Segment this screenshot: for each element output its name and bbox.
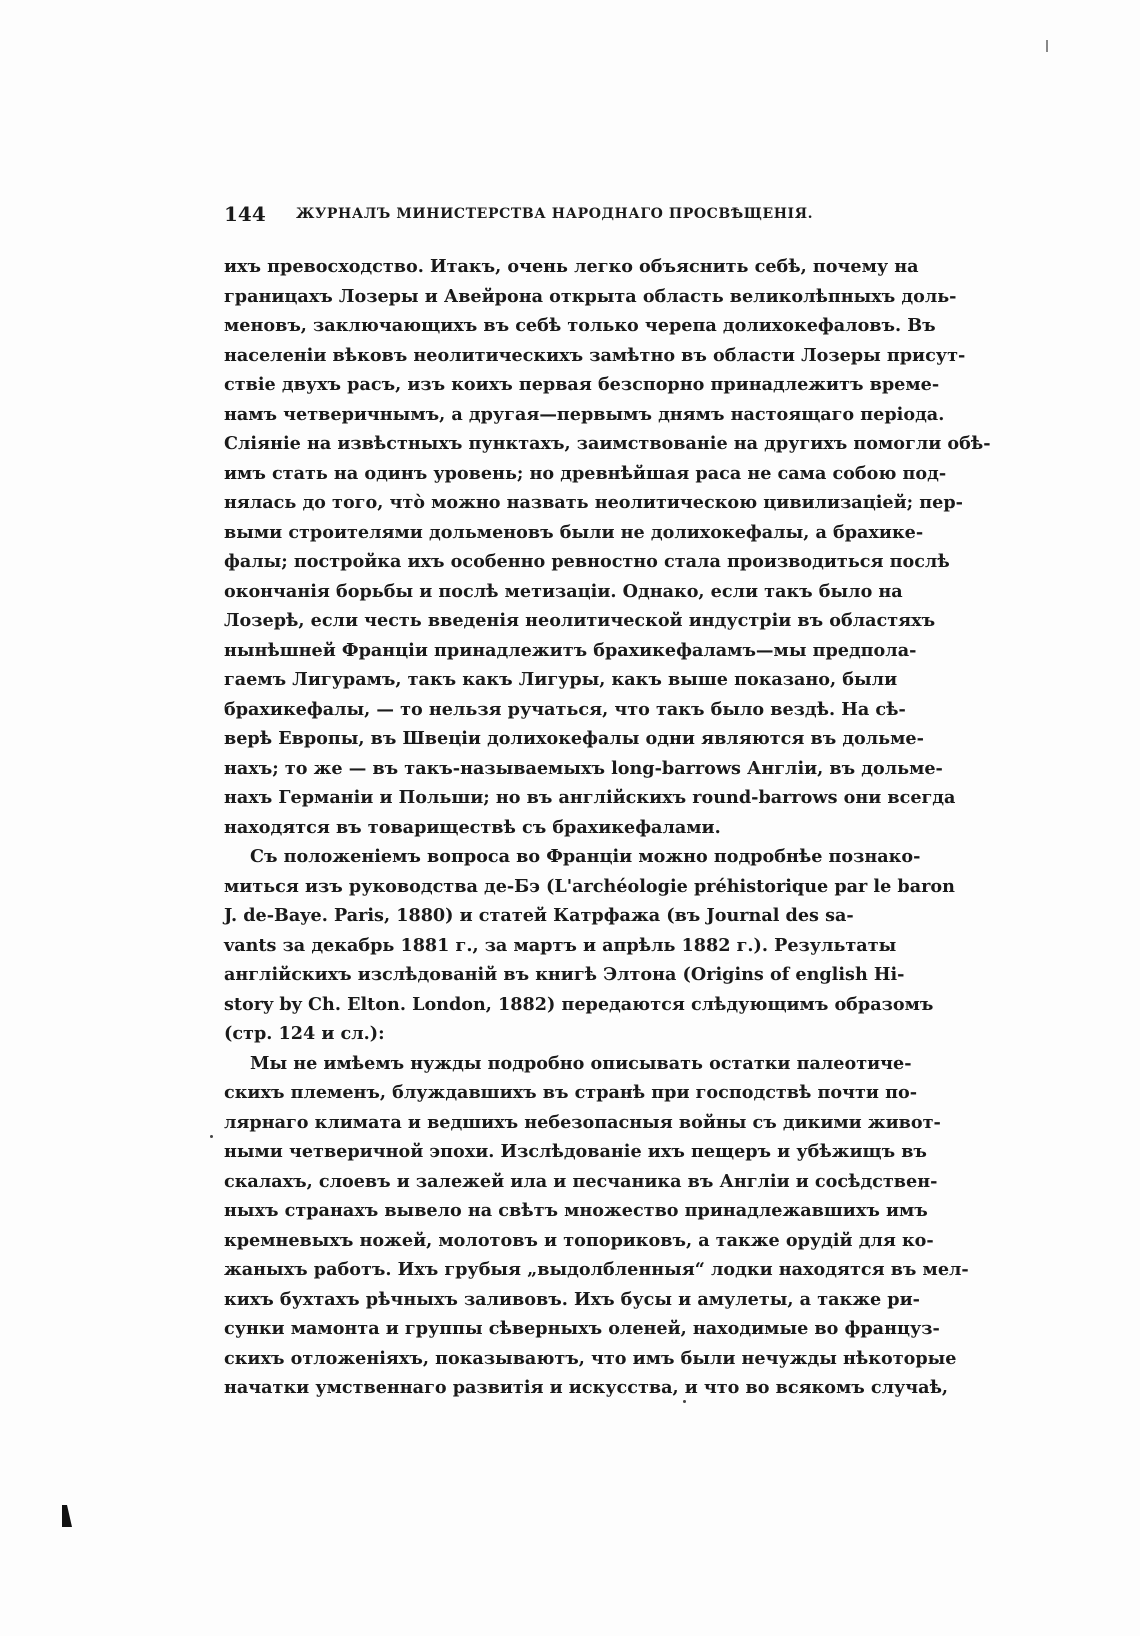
scan-mark-bottom: [62, 1505, 72, 1527]
body-text: [224, 252, 991, 1403]
text-line: гаемъ Лигурамъ, такъ какъ Лигуры, какъ выше показано, были: [224, 669, 898, 690]
text-line: кремневыхъ ножей, молотовъ и топориковъ, а также орудій для ко-: [224, 1229, 934, 1251]
text-line: жаныхъ работъ. Ихъ грубыя „выдолбленныя“ лодки находятся въ мел-: [224, 1259, 969, 1280]
text-line: ныхъ странахъ вывело на свѣтъ множество принадлежавшихъ имъ: [224, 1200, 928, 1221]
text-line: кихъ бухтахъ рѣчныхъ заливовъ. Ихъ бусы и амулеты, а также ри-: [224, 1288, 920, 1310]
text-line: населеніи вѣковъ неолитическихъ замѣтно въ области Лозеры присут-: [224, 344, 966, 366]
text-line: ствіе двухъ расъ, изъ коихъ первая безспорно принадлежитъ време-: [224, 374, 940, 395]
text-line: лярнаго климата и ведшихъ небезопасныя войны съ дикими живот-: [224, 1111, 941, 1133]
text-line: Сліяніе на извѣстныхъ пунктахъ, заимствованіе на другихъ помогли обѣ-: [224, 433, 991, 454]
text-line: vants за декабрь 1881 г., за мартъ и апрѣль 1882 г.). Результаты: [224, 934, 897, 956]
text-line: Съ положеніемъ вопроса во Франціи можно подробнѣе познако-: [250, 846, 921, 867]
running-title: ЖУРНАЛЪ МИНИСТЕРСТВА НАРОДНАГО ПРОСВѢЩЕНІЯ.: [296, 206, 814, 222]
text-line: нахъ Германіи и Польши; но въ англійскихъ round-barrows они всегда: [224, 787, 956, 808]
text-line: границахъ Лозеры и Авейрона открыта область великолѣпныхъ доль-: [224, 285, 957, 307]
text-line: скихъ отложеніяхъ, показываютъ, что имъ были нечужды нѣкоторые: [224, 1347, 957, 1369]
text-line: скихъ племенъ, блуждавшихъ въ странѣ при господствѣ почти по-: [224, 1082, 918, 1103]
text-line: верѣ Европы, въ Швеціи долихокефалы одни являются въ дольме-: [224, 728, 924, 749]
scan-mark-top: [1046, 40, 1048, 52]
text-line: нахъ; то же — въ такъ-называемыхъ long-barrows Англіи, въ дольме-: [224, 757, 943, 779]
text-line: скалахъ, слоевъ и залежей ила и песчаника въ Англіи и сосѣдствен-: [224, 1170, 938, 1192]
text-line: фалы; постройка ихъ особенно ревностно стала производиться послѣ: [224, 551, 950, 572]
text-line: сунки мамонта и группы сѣверныхъ оленей, находимые во француз-: [224, 1318, 940, 1339]
text-line: намъ четверичнымъ, а другая—первымъ днямъ настоящаго періода.: [224, 403, 945, 425]
text-line: имъ стать на одинъ уровень; но древнѣйшая раса не сама собою под-: [224, 462, 947, 484]
text-line: миться изъ руководства де-Бэ (L'archéologie préhistorique par le baron: [224, 875, 955, 897]
text-line: Лозерѣ, если честь введенія неолитической индустріи въ областяхъ: [224, 610, 936, 631]
text-line: Мы не имѣемъ нужды подробно описывать остатки палеотиче-: [250, 1052, 912, 1074]
text-line: story by Ch. Elton. London, 1882) передаются слѣдующимъ образомъ: [224, 993, 934, 1015]
scan-speck: [210, 1135, 213, 1138]
text-line: выми строителями дольменовъ были не долихокефалы, а брахике-: [224, 521, 924, 543]
page-number: 144: [224, 202, 266, 226]
text-line: брахикефалы, — то нельзя ручаться, что такъ было вездѣ. На сѣ-: [224, 698, 906, 720]
text-line: ихъ превосходство. Итакъ, очень легко объяснить себѣ, почему на: [224, 256, 919, 277]
page-header: [224, 202, 859, 232]
text-line: меновъ, заключающихъ въ себѣ только черепа долихокефаловъ. Въ: [224, 315, 936, 336]
text-line: окончанія борьбы и послѣ метизаціи. Однако, если такъ было на: [224, 580, 903, 602]
text-line: нынѣшней Франціи принадлежитъ брахикефаламъ—мы предпола-: [224, 639, 917, 661]
scan-speck: [683, 1400, 686, 1403]
text-line: ными четверичной эпохи. Изслѣдованіе ихъ пещеръ и убѣжищъ въ: [224, 1141, 927, 1162]
text-line: англійскихъ изслѣдованій въ книгѣ Элтона (Origins of english Hi-: [224, 964, 905, 985]
text-line: J. de-Baye. Paris, 1880) и статей Катрфажа (въ Journal des sa-: [224, 905, 854, 926]
text-line: нялась до того, что̀ можно назвать неолитическою цивилизаціей; пер-: [224, 492, 963, 513]
text-line: находятся въ товариществѣ съ брахикефалами.: [224, 816, 721, 838]
text-line: (стр. 124 и сл.):: [224, 1023, 385, 1044]
text-line: начатки умственнаго развитія и искусства, и что во всякомъ случаѣ,: [224, 1377, 949, 1398]
